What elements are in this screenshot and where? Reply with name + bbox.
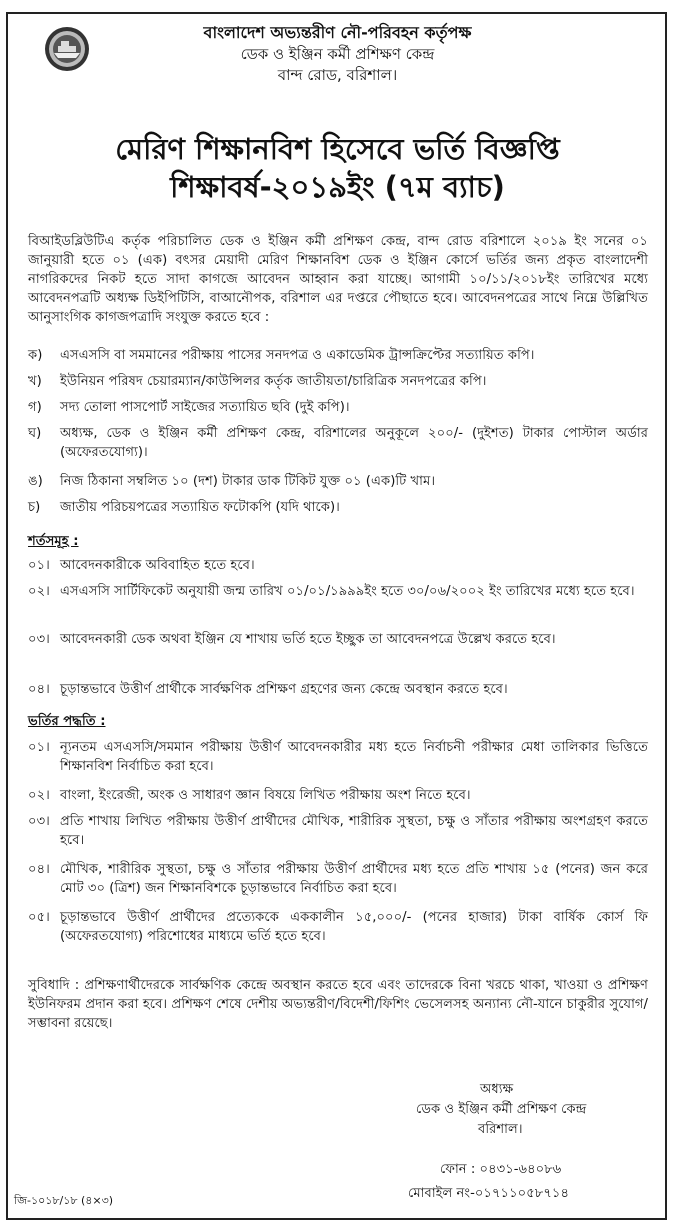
phone-number: ফোন : ০৪৩১-৬৪০৮৬ [440,1162,562,1177]
condition-key: ০৪। [28,682,50,697]
document-text: অধ্যক্ষ, ডেক ও ইঞ্জিন কর্মী প্রশিক্ষণ কেন্দ্র, বরিশালের অনুকূলে ২০০/- (দুইশত) টাকার পোস্টাল অর্ডার (অফেরতযোগ্য)। [60,426,648,460]
condition-key: ০১। [28,558,50,573]
notice-title [0,130,675,206]
admission-key: ০৩। [28,814,50,829]
admission-heading: ভর্তির পদ্ধতি : [28,714,106,729]
admission-text: মৌখিক, শারীরিক সুস্থতা, চক্ষু ও সাঁতার পরীক্ষায় উত্তীর্ণ প্রার্থীদের মধ্য হতে প্রতি শাখায় ১৫ (পনের) জন করে মোট ৩০ (ত্রিশ) জন শিক্ষানবিশকে চূড়ান্তভাবে নির্বাচিত করা হবে। [60,862,648,896]
admission-text: প্রতি শাখায় লিখিত পরীক্ষায় উত্তীর্ণ প্রার্থীদের মৌখিক, শারীরিক সুস্থতা, চক্ষু ও সাঁতার পরীক্ষায় অংশগ্রহণ করতে হবে। [60,814,648,848]
conditions-heading: শর্তসমূহ : [28,534,79,549]
condition-text: আবেদনকারী ডেক অথবা ইঞ্জিন যে শাখায় ভর্তি হতে ইচ্ছুক তা আবেদনপত্রে উল্লেখ করতে হবে। [60,632,556,647]
mobile-number: মোবাইল নং-০১৭১১০৫৮৭১৪ [408,1186,570,1201]
document-key: ঙ) [28,474,43,489]
document-text: জাতীয় পরিচয়পত্রের সত্যায়িত ফটোকপি (যদি থাকে)। [60,500,340,515]
benefits-paragraph: সুবিধাদি : প্রশিক্ষণার্থীদেরকে সার্বক্ষণিক কেন্দ্রে অবস্থান করতে হবে এবং তাদেরকে বিনা খরচে থাকা, খাওয়া ও প্রশিক্ষণ ইউনিফরম প্রদান করা হবে। প্রশিক্ষণ শেষে দেশীয় অভ্যন্তরীণ/বিদেশী/ফিশিং ভেসেলসহ অন্যান্য নৌ-যানে চাকুরীর সুযোগ/সম্ভাবনা রয়েছে। [28,978,648,1031]
document-key: চ) [28,500,41,515]
document-text: এসএসসি বা সমমানের পরীক্ষায় পাসের সনদপত্র ও একাডেমিক ট্রান্সক্রিপ্টের সত্যায়িত কপি। [60,348,535,363]
document-key: গ) [28,400,42,415]
document-key: ঘ) [28,426,42,441]
condition-text: আবেদনকারীকে অবিবাহিত হতে হবে। [60,558,255,573]
admission-text: বাংলা, ইংরেজী, অংক ও সাধারণ জ্ঞান বিষয়ে লিখিত পরীক্ষায় অংশ নিতে হবে। [60,788,471,803]
center-address: বান্দ রোড, বরিশাল। [277,66,398,84]
reference-code: জি-১০১৮/১৮ (৪×৩) [14,1194,114,1207]
intro-paragraph: বিআইডব্লিউটিএ কর্তৃক পরিচালিত ডেক ও ইঞ্জিন কর্মী প্রশিক্ষণ কেন্দ্র, বান্দ রোড বরিশালে ২০১৯ ইং সনের ০১ জানুয়ারী হতে ০১ (এক) বৎসর মেয়াদী মেরিণ শিক্ষানবিশ ডেক ও ইঞ্জিন কোর্সে ভর্তির জন্য প্রকৃত বাংলাদেশী নাগরিকদের নিকট হতে সাদা কাগজে আবেদন আহ্বান করা যাচ্ছে। আগামী ১০/১১/২০১৮ইং তারিখের মধ্যে আবেদনপত্রটি অধ্যক্ষ ডিইপিটিসি, বাআনৌপক, বরিশাল এর দপ্তরে পৌছাতে হবে। আবেদনপত্রের সাথে নিম্নে উল্লিখিত আনুসাংগিক কাগজপত্রাদি সংযুক্ত করতে হবে : [28,234,648,325]
document-text: সদ্য তোলা পাসপোর্ট সাইজের সত্যায়িত ছবি (দুই কপি)। [60,400,350,415]
signatory-city: বরিশাল। [478,1122,523,1137]
admission-key: ০১। [28,740,50,755]
title-line-2: শিক্ষাবর্ষ-২০১৯ইং (৭ম ব্যাচ) [170,170,505,204]
condition-key: ০৩। [28,632,50,647]
admission-text: চূড়ান্তভাবে উত্তীর্ণ প্রার্থীদের প্রত্যেককে এককালীন ১৫,০০০/- (পনের হাজার) টাকা বার্ষিক কোর্স ফি (অফেরতযোগ্য) পরিশোধের মাধ্যমে ভর্তি হতে হবে। [60,910,648,944]
condition-key: ০২। [28,584,50,599]
document-text: নিজ ঠিকানা সম্বলিত ১০ (দশ) টাকার ডাক টিকিট যুক্ত ০১ (এক)টি খাম। [60,474,436,489]
notice-header [0,22,675,86]
document-key: ক) [28,348,43,363]
condition-text: চূড়ান্তভাবে উত্তীর্ণ প্রার্থীকে সার্বক্ষণিক প্রশিক্ষণ গ্রহণের জন্য কেন্দ্রে অবস্থান করতে হবে। [60,682,508,697]
signatory-center: ডেক ও ইঞ্জিন কর্মী প্রশিক্ষণ কেন্দ্র [416,1102,587,1117]
condition-text: এসএসসি সার্টিফিকেট অনুযায়ী জন্ম তারিখ ০১/০১/১৯৯৯ইং হতে ৩০/০৬/২০০২ ইং তারিখের মধ্যে হতে হবে। [60,584,635,599]
title-line-1: মেরিণ শিক্ষানবিশ হিসেবে ভর্তি বিজ্ঞপ্তি [115,132,560,166]
document-key: খ) [28,374,42,389]
organization-name: বাংলাদেশ অভ্যন্তরীণ নৌ-পরিবহন কর্তৃপক্ষ [203,23,472,42]
admission-text: ন্যূনতম এসএসসি/সমমান পরীক্ষায় উত্তীর্ণ আবেদনকারীর মধ্য হতে নির্বাচনী পরীক্ষার মেধা তালিকার ভিত্তিতে শিক্ষানবিশ নির্বাচিত করা হবে। [60,740,648,774]
document-text: ইউনিয়ন পরিষদ চেয়ারম্যান/কাউন্সিলর কর্তৃক জাতীয়তা/চারিত্রিক সনদপত্রের কপি। [60,374,487,389]
signatory-designation: অধ্যক্ষ [480,1082,514,1097]
clipping-header-strip [0,0,675,10]
admission-key: ০২। [28,788,50,803]
admission-key: ০৪। [28,862,50,877]
admission-key: ০৫। [28,910,50,925]
center-name: ডেক ও ইঞ্জিন কর্মী প্রশিক্ষণ কেন্দ্র [240,45,435,63]
